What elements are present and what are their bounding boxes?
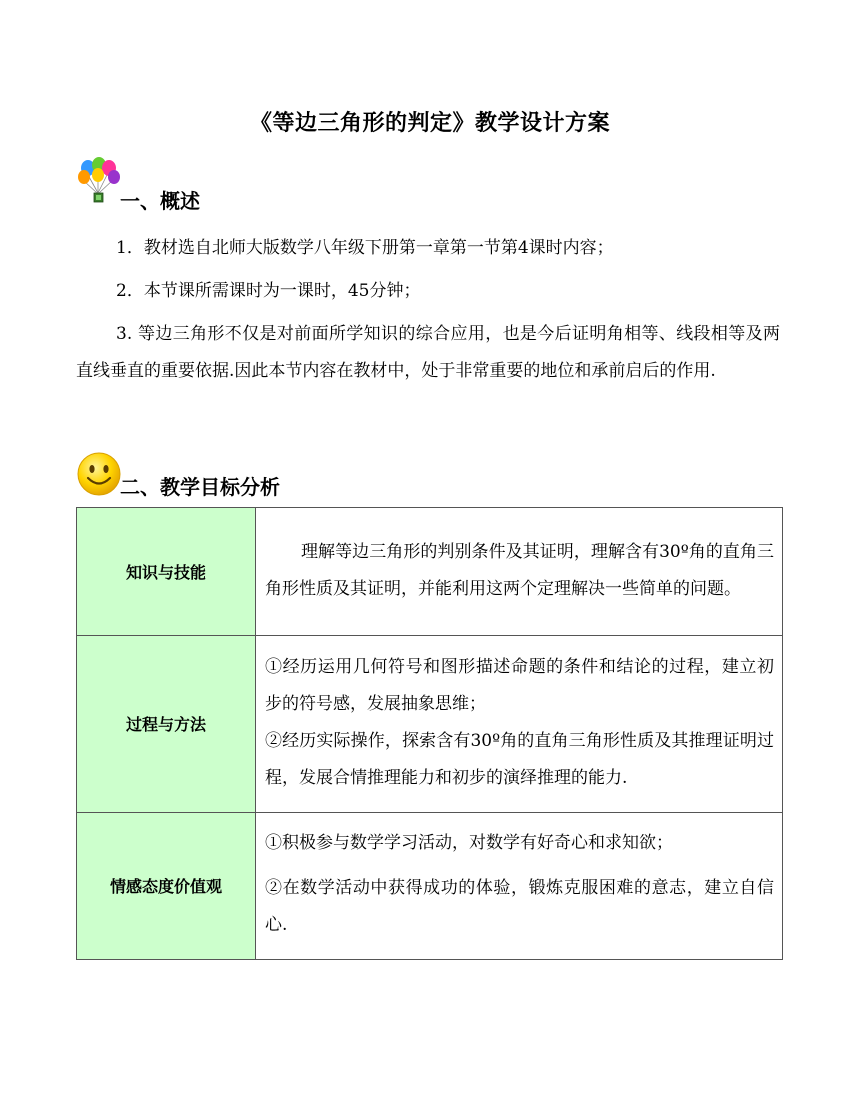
row-label-process: 过程与方法 [77,636,256,812]
table-row [77,812,783,959]
attitude-text-2: ②在数学活动中获得成功的体验，锻炼克服困难的意志，建立自信心. [265,878,774,936]
overview-item-1: 1．教材选自北师大版数学八年级下册第一章第一节第4课时内容； [116,238,614,258]
row-content-knowledge [256,508,783,636]
objectives-table [76,507,783,960]
overview-item-3: 3. 等边三角形不仅是对前面所学知识的综合应用，也是今后证明角相等、线段相等及两直线垂直的重要依据.因此本节内容在教材中，处于非常重要的地位和承前启后的作用. [76,324,780,381]
smiley-icon [76,451,122,497]
document-title: 《等边三角形的判定》教学设计方案 [249,111,610,136]
process-text-2: ②经历实际操作，探索含有30º角的直角三角形性质及其推理证明过程，发展合情推理能力和初步的演绎推理的能力. [265,730,774,788]
overview-item-2: 2．本节课所需课时为一课时，45分钟； [116,281,421,301]
row-label-attitude: 情感态度价值观 [77,812,256,959]
attitude-text-1: ①积极参与数学学习活动，对数学有好奇心和求知欲； [265,833,673,854]
process-text-1: ①经历运用几何符号和图形描述命题的条件和结论的过程，建立初步的符号感，发展抽象思维； [265,656,774,714]
section-heading-overview: 一、概述 [120,189,200,213]
balloons-icon [78,157,120,205]
knowledge-text: 理解等边三角形的判别条件及其证明，理解含有30º角的直角三角形性质及其证明，并能利用这两个定理解决一些简单的问题。 [265,541,774,599]
table-row [77,508,783,636]
table-row [77,636,783,812]
section-heading-objectives: 二、教学目标分析 [120,475,280,499]
row-content-process [256,636,783,812]
row-label-knowledge: 知识与技能 [77,508,256,636]
row-content-attitude [256,812,783,959]
